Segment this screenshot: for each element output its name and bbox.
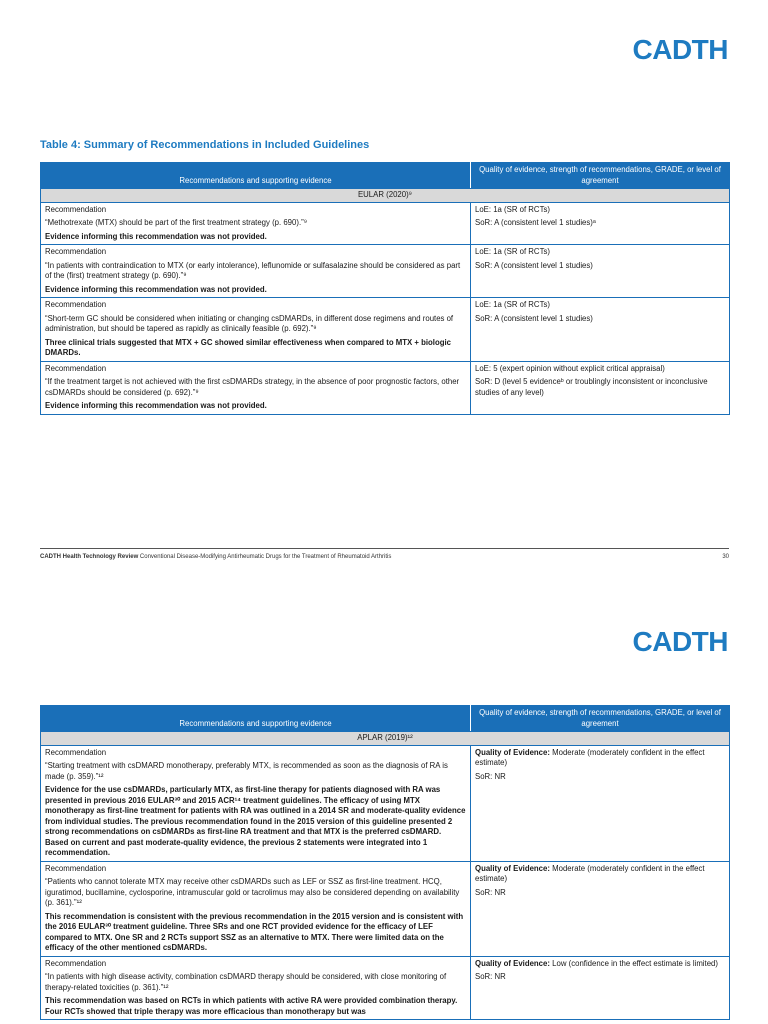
table-row bbox=[41, 745, 730, 861]
table-row bbox=[41, 361, 730, 414]
recommendation-quote: “In patients with contraindication to MTX (or early intolerance), leflunomide or sulfasalazine should be considered as part of the (first) treatment strategy (p. 690).”⁹ bbox=[45, 260, 461, 280]
quality-cell bbox=[471, 298, 730, 362]
evidence-text: Three clinical trials suggested that MTX + GC showed similar effectiveness when compared to MTX + biologic DMARDs. bbox=[45, 337, 451, 357]
quality-of-evidence bbox=[475, 959, 725, 970]
table-row bbox=[41, 202, 730, 245]
quality-of-evidence-value: Moderate (moderately confident in the effect estimate) bbox=[475, 863, 705, 883]
column-header-quality: Quality of evidence, strength of recommendations, GRADE, or level of agreement bbox=[471, 163, 730, 189]
strength-of-recommendation: SoR: A (consistent level 1 studies) bbox=[475, 260, 593, 270]
evidence-text: Evidence informing this recommendation was not provided. bbox=[45, 231, 267, 241]
recommendation-cell bbox=[41, 361, 471, 414]
strength-of-recommendation bbox=[475, 972, 725, 983]
recommendation-quote: “Patients who cannot tolerate MTX may receive other csDMARDs such as LEF or SSZ as first-line treatment. HCQ, iguratimod, bucillamine, cyclosporine, intramuscular gold or tacrolimus may also be considered depending on availability (p. 361).”¹² bbox=[45, 877, 460, 907]
strength-of-recommendation: SoR: D (level 5 evidenceᵇ or troublingly inconsistent or inconclusive studies of any level) bbox=[475, 377, 708, 397]
recommendation-label: Recommendation bbox=[45, 300, 107, 309]
recommendation-cell bbox=[41, 745, 471, 861]
strength-of-recommendation: SoR: A (consistent level 1 studies)ᵃ bbox=[475, 218, 596, 227]
strength-of-recommendation bbox=[475, 772, 725, 783]
recommendation-label: Recommendation bbox=[45, 247, 107, 256]
quality-cell bbox=[471, 861, 730, 956]
table-row bbox=[41, 956, 730, 1020]
recommendation-cell bbox=[41, 298, 471, 362]
level-of-evidence: LoE: 1a (SR of RCTs) bbox=[475, 204, 550, 214]
strength-of-recommendation bbox=[475, 888, 725, 899]
table-title: Table 4: Summary of Recommendations in Included Guidelines bbox=[40, 139, 370, 151]
footer-title: Conventional Disease-Modifying Antirheumatic Drugs for the Treatment of Rheumatoid Arthritis bbox=[139, 554, 392, 560]
quality-of-evidence bbox=[475, 748, 725, 769]
column-header-quality: Quality of evidence, strength of recommendations, GRADE, or level of agreement bbox=[471, 706, 730, 732]
quality-cell bbox=[471, 361, 730, 414]
recommendation-label: Recommendation bbox=[45, 958, 107, 968]
evidence-text: This recommendation is consistent with the previous recommendation in the 2015 version and is consistent with the 2016 EULAR³⁰ treatment guideline. Three SRs and one RCT provided evidence for the efficacy of LEF compared to MTX. One SR and 2 RCTs support SSZ as an alternative to MTX. There were limited data on the efficacy of the other mentioned csDMARDs. bbox=[45, 911, 464, 952]
quality-cell bbox=[471, 202, 730, 245]
column-header-recommendations: Recommendations and supporting evidence bbox=[41, 706, 471, 732]
quality-cell bbox=[471, 745, 730, 861]
quality-of-evidence-label: Quality of Evidence: bbox=[475, 863, 550, 873]
sor-value: NR bbox=[494, 771, 506, 781]
recommendation-cell bbox=[41, 861, 471, 956]
level-of-evidence: LoE: 1a (SR of RCTs) bbox=[475, 247, 550, 256]
sor-label: SoR: bbox=[475, 887, 493, 897]
recommendation-quote: “In patients with high disease activity, combination csDMARD therapy should be considered, with close monitoring of therapy-related toxicities (p. 361).”¹² bbox=[45, 972, 447, 992]
table-row bbox=[41, 861, 730, 956]
evidence-text: Evidence for the use csDMARDs, particularly MTX, as first-line therapy for patients diagnosed with RA was presented in previous 2016 EULAR³⁰ and 2015 ACR¹⁴ treatment guidelines. The efficacy of using MTX monotherapy as first-line treatment for patients with RA was outlined in a 2014 SR and moderate-quality evidence from individual studies. The previous recommendation found in the 2015 version of this guideline presented 2 strong recommendations on csDMARDs as first-line RA treatment and that MTX is the preferred csDMARD. Based on current and past moderate-quality evidence, the previous 2 statements were integrated into 1 recommendation. bbox=[45, 785, 466, 857]
sor-label: SoR: bbox=[475, 972, 493, 981]
quality-of-evidence-label: Quality of Evidence: bbox=[475, 747, 550, 757]
recommendation-quote: “Methotrexate (MTX) should be part of the first treatment strategy (p. 690).”⁹ bbox=[45, 218, 308, 227]
quality-of-evidence-value: Low (confidence in the effect estimate is limited) bbox=[552, 958, 718, 968]
quality-of-evidence bbox=[475, 864, 725, 885]
quality-cell bbox=[471, 245, 730, 298]
footer-brand: CADTH Health Technology Review bbox=[40, 554, 139, 560]
recommendation-label: Recommendation bbox=[45, 863, 107, 873]
recommendation-label: Recommendation bbox=[45, 204, 107, 214]
table-row bbox=[41, 298, 730, 362]
column-header-recommendations: Recommendations and supporting evidence bbox=[41, 163, 471, 189]
recommendations-table-continued bbox=[40, 705, 730, 1020]
section-header-eular: EULAR (2020)⁹ bbox=[41, 189, 730, 203]
recommendation-cell bbox=[41, 245, 471, 298]
evidence-text: Evidence informing this recommendation was not provided. bbox=[45, 401, 267, 410]
cadth-logo: CADTH bbox=[632, 626, 728, 657]
sor-value: NR bbox=[494, 887, 506, 897]
evidence-text: Evidence informing this recommendation was not provided. bbox=[45, 284, 267, 294]
recommendation-label: Recommendation bbox=[45, 747, 107, 757]
cadth-logo: CADTH bbox=[632, 34, 728, 65]
quality-cell bbox=[471, 956, 730, 1020]
quality-of-evidence-label: Quality of Evidence: bbox=[475, 958, 550, 968]
page-31 bbox=[0, 580, 768, 1024]
page-number: 30 bbox=[722, 554, 729, 560]
sor-label: SoR: bbox=[475, 771, 493, 781]
strength-of-recommendation: SoR: A (consistent level 1 studies) bbox=[475, 313, 593, 323]
evidence-text: This recommendation was based on RCTs in which patients with active RA were provided combination therapy. Four RCTs showed that triple therapy was more efficacious than monotherapy but was bbox=[45, 996, 458, 1016]
table-row bbox=[41, 245, 730, 298]
recommendation-cell bbox=[41, 202, 471, 245]
page-footer bbox=[40, 548, 729, 560]
level-of-evidence: LoE: 5 (expert opinion without explicit critical appraisal) bbox=[475, 363, 665, 373]
recommendation-quote: “If the treatment target is not achieved with the first csDMARDs strategy, in the absence of poor prognostic factors, other csDMARDs should be considered (p. 692).”⁹ bbox=[45, 377, 460, 397]
recommendation-quote: “Starting treatment with csDMARD monotherapy, preferably MTX, is recommended as soon as the diagnosis of RA is made (p. 359).”¹² bbox=[45, 761, 448, 781]
section-header-aplar: APLAR (2019)¹² bbox=[41, 732, 730, 746]
quality-of-evidence-value: Moderate (moderately confident in the effect estimate) bbox=[475, 747, 705, 767]
recommendation-quote: “Short-term GC should be considered when initiating or changing csDMARDs, in different dose regimens and routes of administration, but should be tapered as rapidly as clinically feasible (p. 692).”⁹ bbox=[45, 313, 454, 333]
recommendation-label: Recommendation bbox=[45, 363, 107, 373]
level-of-evidence: LoE: 1a (SR of RCTs) bbox=[475, 300, 550, 309]
recommendations-table bbox=[40, 162, 730, 415]
recommendation-cell bbox=[41, 956, 471, 1020]
sor-value: NR bbox=[494, 972, 506, 981]
